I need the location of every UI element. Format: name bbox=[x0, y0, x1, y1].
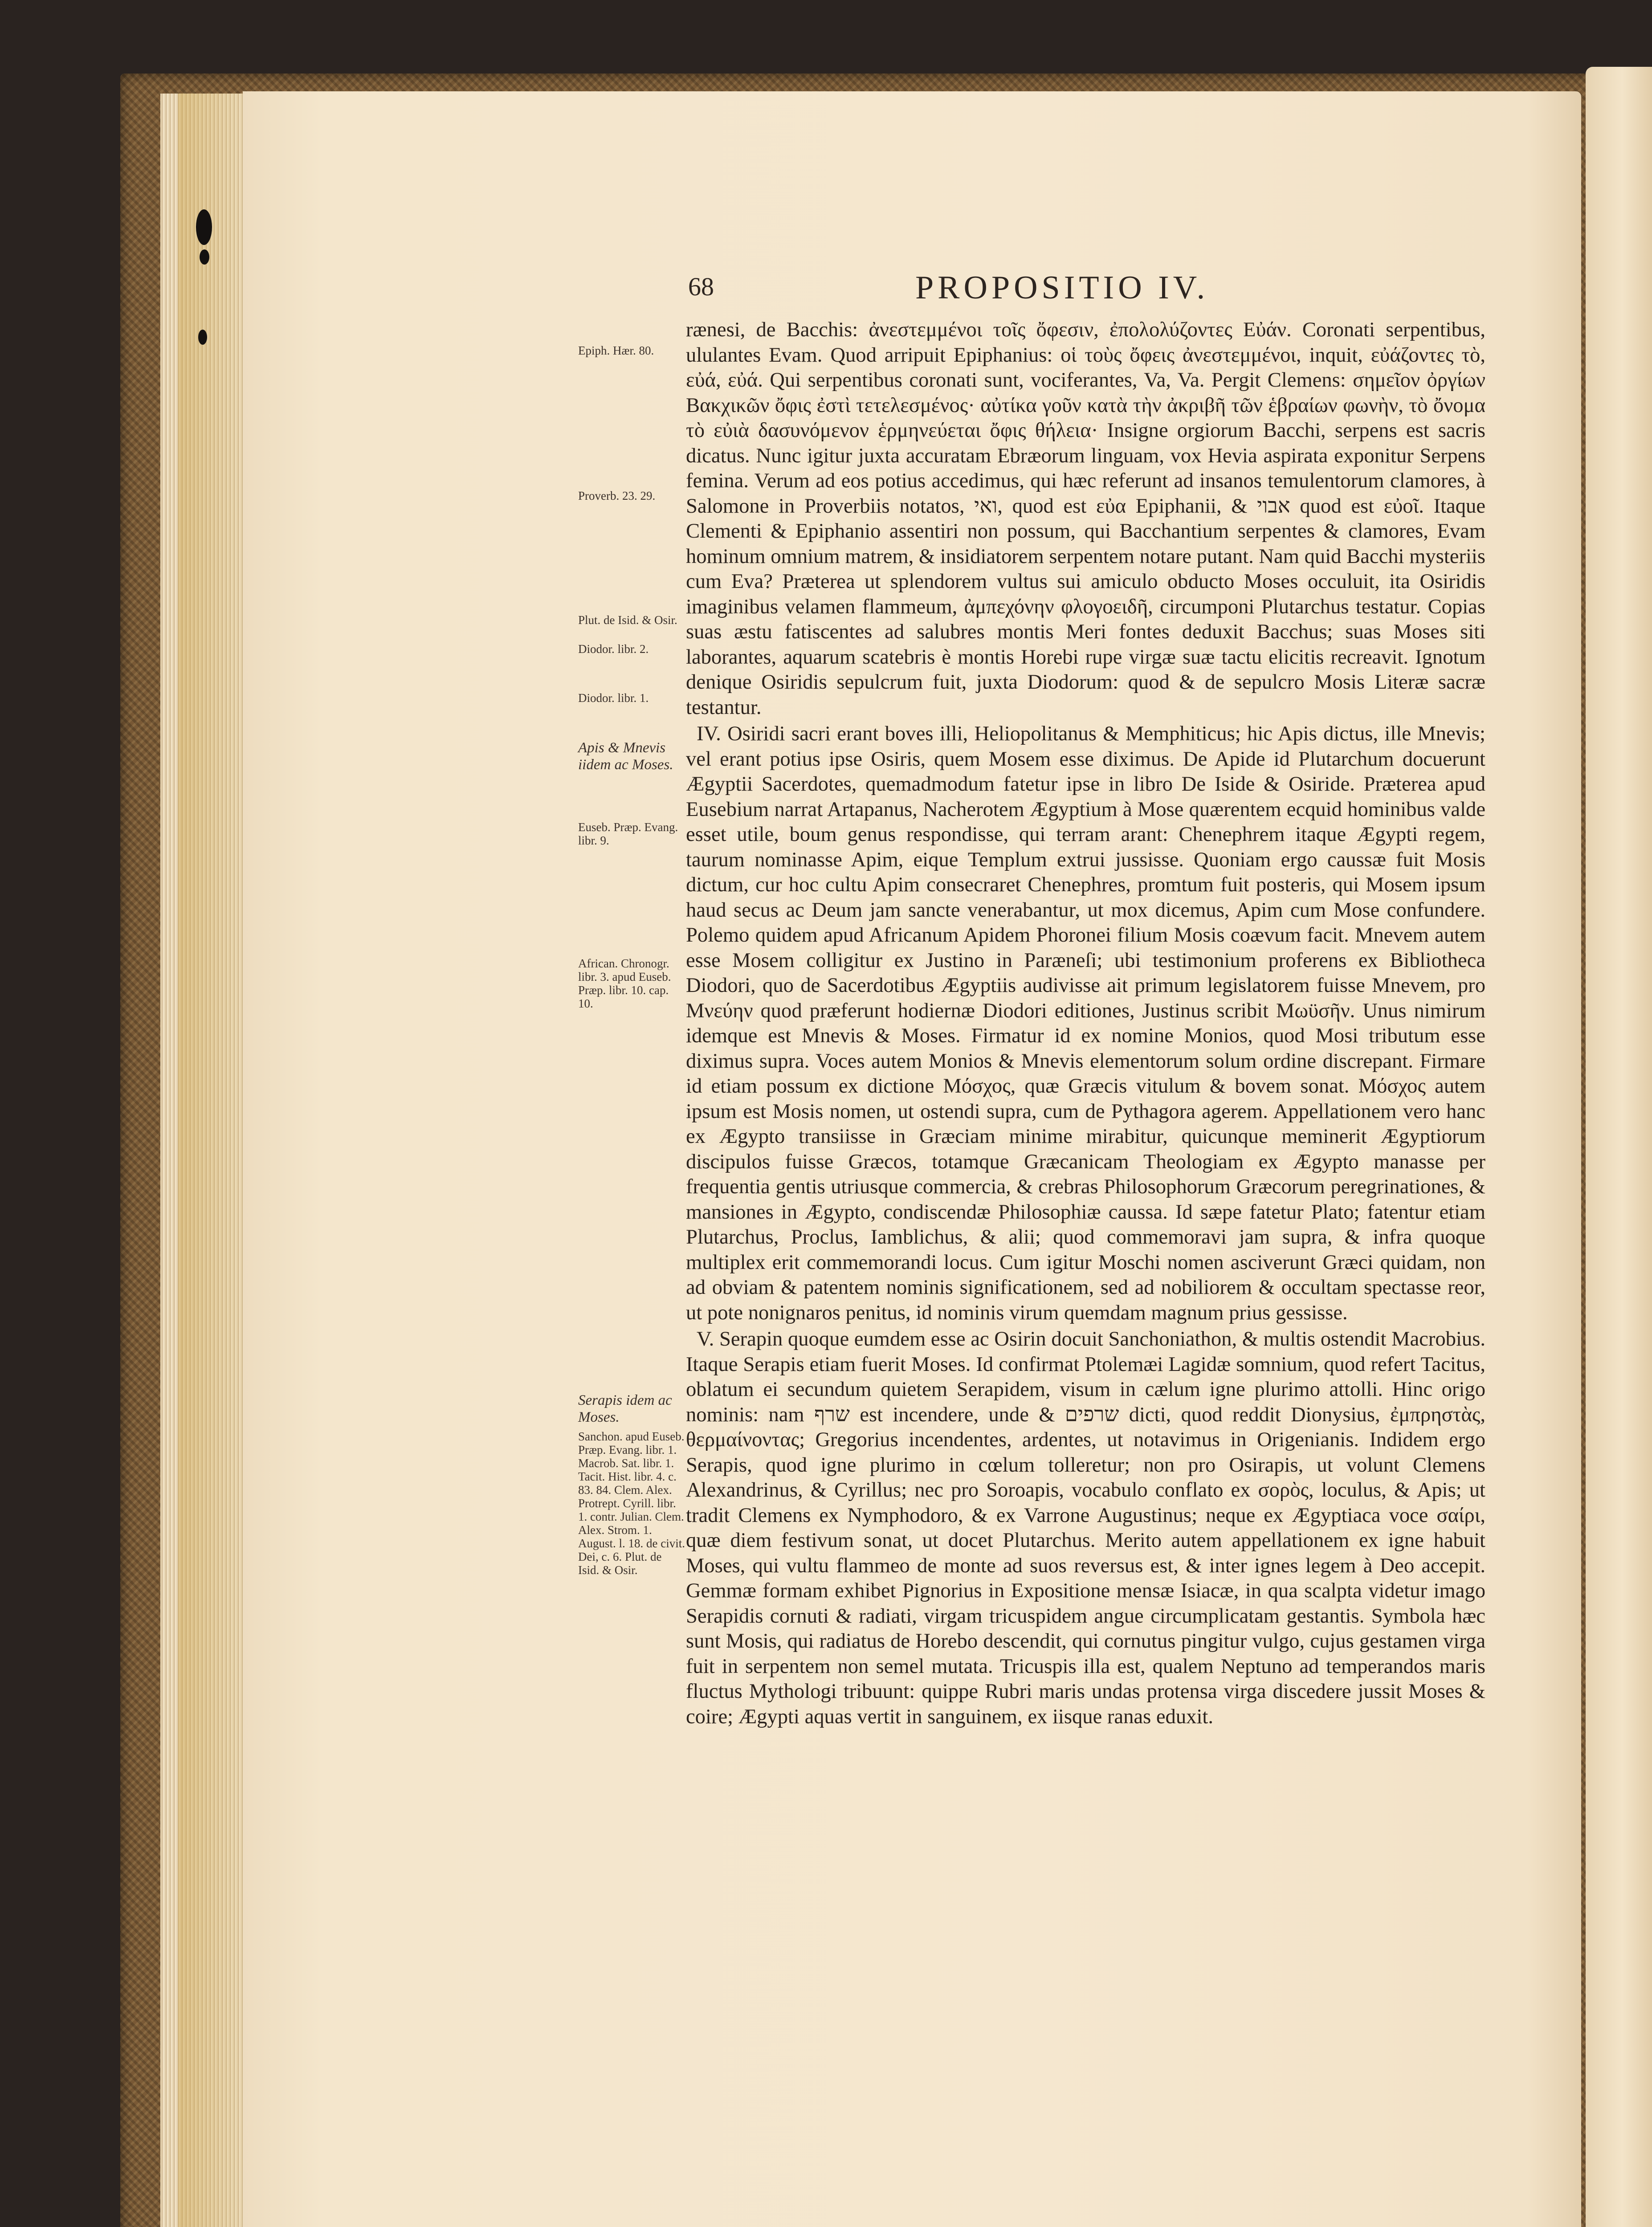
page-header bbox=[688, 269, 1481, 307]
margin-note: Sanchon. apud Euseb. Præp. Evang. libr. 1. Macrob. Sat. libr. 1. Tacit. Hist. libr. 4. c. 83. 84. Clem. Alex. Protrept. Cyrill. libr. 1. contr. Julian. Clem. Alex. Strom. 1. August. l. 18. de civit. Dei, c. 6. Plut. de Isid. & Osir. bbox=[578, 1430, 685, 1577]
main-text bbox=[686, 317, 1485, 1729]
paragraph-section-iv: IV. Osiridi sacri erant boves illi, Heliopolitanus & Memphiticus; hic Apis dictus, ille Mnevis; vel erant potius ipse Osiris, quem Mosem esse diximus. De Apide id Plutarchum docuerunt Ægyptii Sacerdotes, quemadmodum fatetur ipse in libro De Iside & Osiride. Præterea apud Eusebium narrat Artapanus, Nacherotem Ægyptium à Mose quærentem ecquid hominibus valde esset utile, boum genus respondisse, qui terram arant: Chenephrem itaque Ægypti regem, taurum nominasse Apim, eique Templum extrui jussisse. Quoniam ergo caussæ fuit Mosis dictum, cur hoc cultu Apim consecraret Chenephres, promtum fuit posteris, qui Mosem ipsum haud secus ac Deum jam sancte venerabantur, ut mox dicemus, Apim cum Mose confundere. Polemo quidem apud Africanum Apidem Phoronei filium Mosis coævum facit. Mnevem autem esse Mosem colligitur ex Justino in Paræneſi; ubi testimonium proferens ex Bibliotheca Diodori, quo de Sacerdotibus Ægyptiis audivisse ait primum legislatorem fuisse Mnevem, pro Μνεύην quod præferunt hodiernæ Diodori editiones, Justinus scribit Μωϋσῆν. Unus nimirum idemque est Mnevis & Moses. Firmatur id ex nomine Monios, quod Mosi tributum esse diximus supra. Voces autem Monios & Mnevis elementorum solum ordine discrepant. Firmare id etiam possum ex dictione Μόσχος, quæ Græcis vitulum & bovem sonat. Μόσχος autem ipsum est Mosis nomen, ut ostendi supra, cum de Pythagora agerem. Appellationem vero hanc ex Ægypto transiisse in Græciam minime mirabitur, quicunque meminerit Ægyptiorum discipulos fuisse Græcos, totamque Græcanicam Theologiam ex Ægypto manasse per frequentia gentis utriusque commercia, & crebras Philosophorum Græcorum peregrinationes, & mansiones in Ægypto, condiscendæ Philosophiæ caussa. Id sæpe fatetur Plato; fatentur etiam Plutarchus, Proclus, Iamblichus, & alii; quod commemoravi jam supra, & infra quoque multiplex erit commemorandi locus. Cum igitur Moschi nomen asciverunt Græci quidam, non ad obviam & patentem nominis significationem, sed ad nobiliorem & occultam spectasse reor, ut pote nonignaros penitus, id nominis virum quemdam magnum prius gessisse. bbox=[686, 722, 1485, 1324]
paragraph-section-v: V. Serapin quoque eumdem esse ac Osirin docuit Sanchoniathon, & multis ostendit Macrobius. Itaque Serapis etiam fuerit Moses. Id confirmat Ptolemæi Lagidæ somnium, quod refert Tacitus, oblatum ei secundum quietem Serapidem, visum in cælum igne plurimo attolli. Hinc origo nominis: nam שרף est incendere, unde & שרפים dicti, quod reddit Dionysius, ἐμπρηστὰς, θερμαίνοντας; Gregorius incendentes, ardentes, ut notavimus in Origenianis. Indidem ergo Serapis, quod igne plurimo in cœlum tolleretur; non pro Osirapis, ut volunt Clemens Alexandrinus, & Cyrillus; nec pro Soroapis, vocabulo conflato ex σορὸς, loculus, & Apis; ut tradit Clemens ex Nymphodoro, & ex Varrone Augustinus; neque ex Ægyptiaca voce σαίρι, quæ diem festivum sonat, ut docet Plutarchus. Merito autem appellationem ex igne habuit Moses, qui vultu flammeo de monte ad suos reversus est, & inter ignes legem à Deo accepit. Gemmæ formam exhibet Pignorius in Expositione mensæ Isiacæ, in qua scalpta videtur imago Serapidis cornuti & radiati, virgam tricuspidem angue circumplicatam gestantis. Symbola hæc sunt Mosis, qui radiatus de Horebo descendit, qui cornutus pingitur vulgo, cujus gestamen virga fuit in serpentem non semel mutata. Tricuspis illa est, qualem Neptuno ad temperandos maris fluctus Mythologi tribuunt: quippe Rubri maris undas protensa virga discedere jussit Moses & coire; Ægypti aquas vertit in sanguinem, ex iisque ranas eduxit. bbox=[686, 1327, 1485, 1728]
margin-note: Proverb. 23. 29. bbox=[578, 489, 656, 502]
running-title: PROPOSITIO IV. bbox=[915, 269, 1209, 306]
margin-heading: Serapis idem ac Moses. bbox=[578, 1392, 672, 1425]
margin-note: Euseb. Præp. Evang. libr. 9. bbox=[578, 820, 678, 847]
margin-note: Plut. de Isid. & Osir. bbox=[578, 613, 677, 627]
facing-page-edge bbox=[1586, 67, 1652, 2227]
ink-stain bbox=[196, 209, 212, 245]
margin-note: Epiph. Hær. 80. bbox=[578, 344, 654, 357]
margin-note: African. Chronogr. libr. 3. apud Euseb. Præp. libr. 10. cap. 10. bbox=[578, 957, 671, 1010]
ink-stain bbox=[198, 330, 207, 345]
ink-stain bbox=[200, 249, 209, 265]
margin-note: Diodor. libr. 1. bbox=[578, 691, 649, 705]
paragraph: rænesi, de Bacchis: ἀνεστεμμένοι τοῖς ὄφεσιν, ἐπολολύζοντες Εὐάν. Coronati serpentibus, ululantes Evam. Quod arripuit Epiphanius: οἱ τοὺς ὄφεις ἀνεστεμμένοι, inquit, εὐάζοντες τὸ, εὐά, εὐά. Qui serpentibus coronati sunt, vociferantes, Va, Va. Pergit Clemens: σημεῖον ὀργίων Βακχικῶν ὄφις ἐστὶ τετελεσμένος· αὐτίκα γοῦν κατὰ τὴν ἀκριβῆ τῶν ἑβραίων φωνὴν, τὸ ὄνομα τὸ εὐιὰ δασυνόμενον ἑρμηνεύεται ὄφις θήλεια· Insigne orgiorum Bacchi, serpens est sacris dicatus. Nunc igitur juxta accuratam Ebræorum linguam, vox Hevia aspirata exponitur Serpens femina. Verum ad eos potius accedimus, qui hæc referunt ad insanos temulentorum clamores, à Salomone in Proverbiis notatos, ואי, quod est εὐα Epiphanii, & אבוי quod est εὐοῖ. Itaque Clementi & Epiphanio assentiri non possum, qui Bacchantium serpentes & clamores, Evam hominum omnium matrem, & insidiatorem serpentem notare putant. Nam quid Bacchi mysteriis cum Eva? Præterea ut splendorem vultus sui amiculo obducto Moses occuluit, ita Osiridis imaginibus velamen flammeum, ἀμπεχόνην φλογοειδῆ, circumponi Plutarchus testatur. Copias suas æstu fatiscentes ad salubres montis Meri fontes deduxit Bacchus; suas Moses siti laborantes, aquarum scatebris è montis Horebi rupe virgæ suæ tactu elicitis recreavit. Ignotum denique Osiridis sepulcrum fuit, juxta Diodorum: quod & de sepulcro Mosis Literæ sacræ testantur. bbox=[686, 318, 1485, 719]
margin-note: Diodor. libr. 2. bbox=[578, 642, 649, 656]
gilt-edge bbox=[178, 94, 249, 2227]
margin-heading: Apis & Mnevis iidem ac Moses. bbox=[578, 740, 673, 773]
page-number: 68 bbox=[688, 272, 714, 301]
